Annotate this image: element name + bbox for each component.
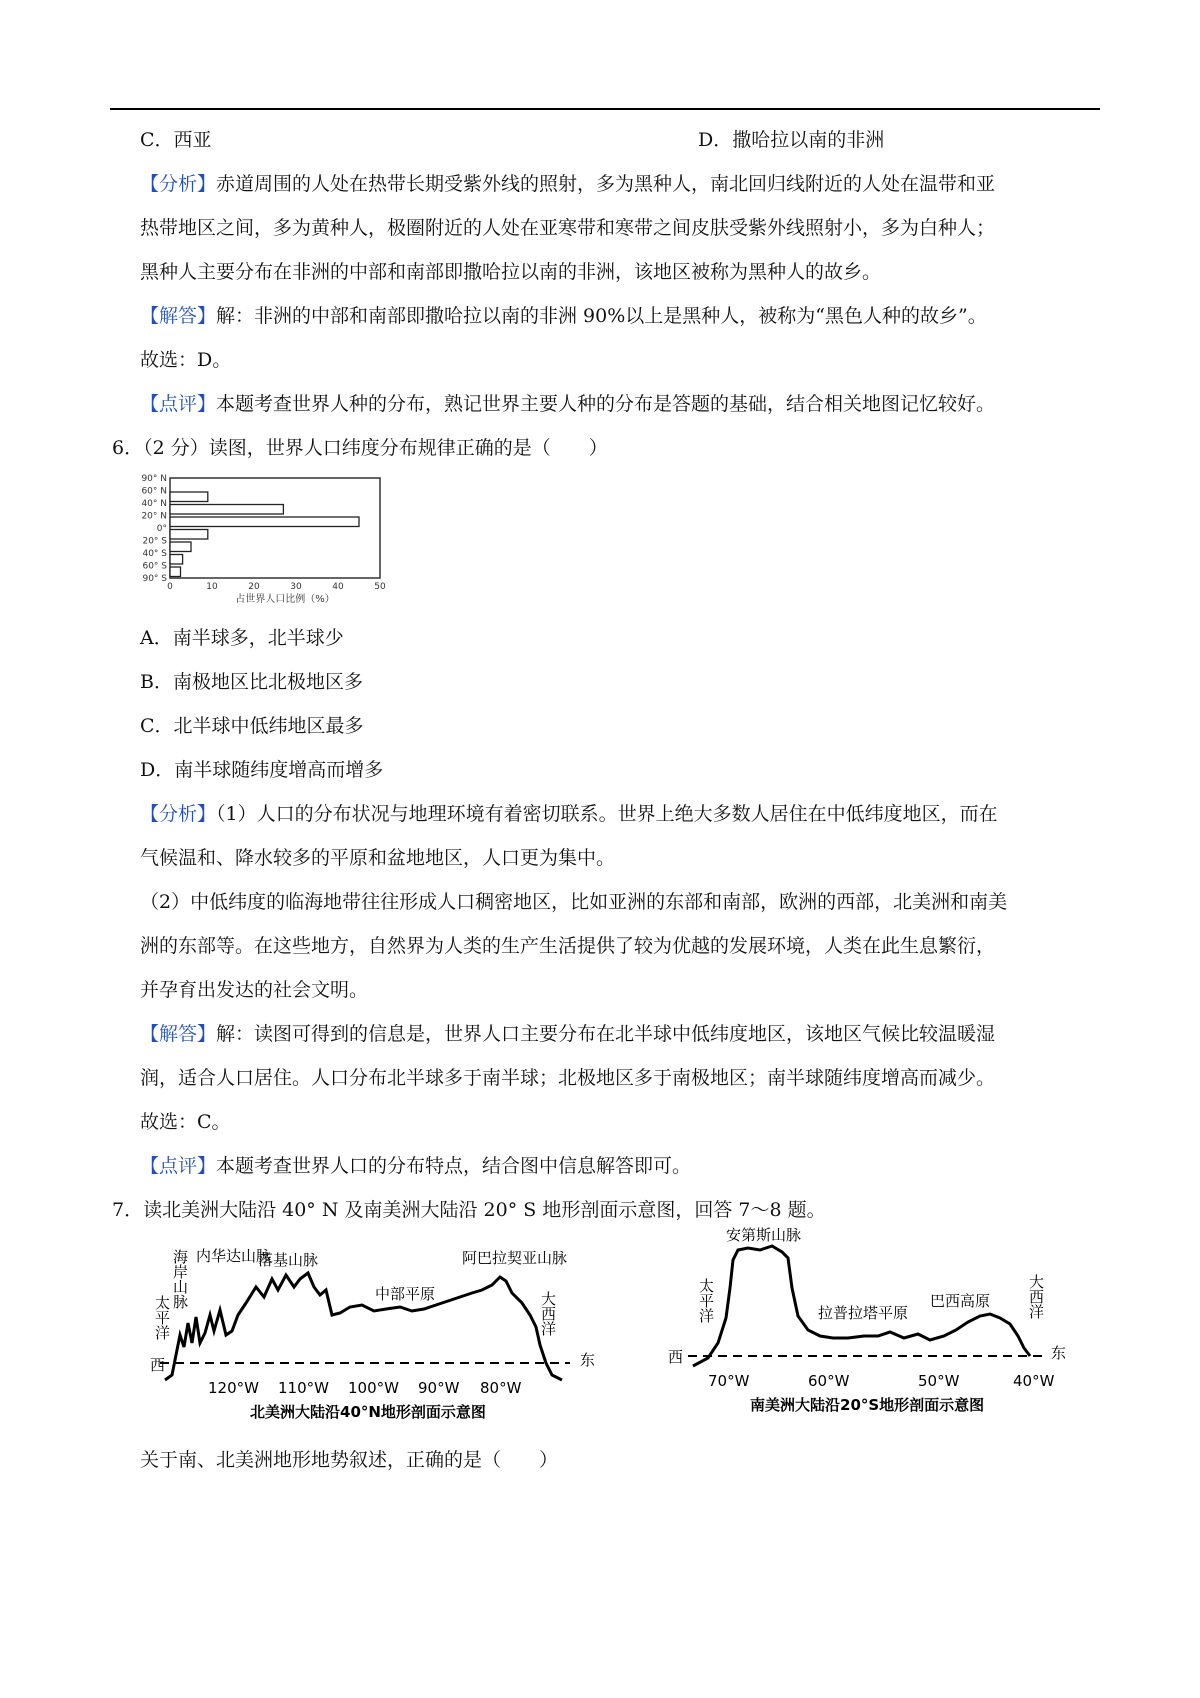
sa-lon-1: 70°W (708, 1372, 750, 1390)
chart-bar (170, 542, 191, 552)
option-c: C．西亚 (140, 129, 212, 151)
q6-analysis-line-2: 气候温和、降水较多的平原和盆地地区，人口更为集中。 (140, 847, 616, 869)
analysis-tag: 【分析】 (140, 803, 217, 825)
chart-y-tick-label: 40° S (142, 549, 167, 559)
q6-stem: 6．（2 分）读图，世界人口纬度分布规律正确的是（ ） (112, 437, 608, 459)
na-central-plain: 中部平原 (375, 1285, 436, 1303)
na-coast-range: 海岸山脉 (171, 1249, 189, 1309)
option-d: D．撒哈拉以南的非洲 (698, 129, 885, 151)
analysis-tag: 【分析】 (140, 173, 217, 195)
q6-answer-line-1: 【解答】解：读图可得到的信息是，世界人口主要分布在北半球中低纬度地区，该地区气候比较温暖湿 (140, 1023, 996, 1045)
na-lon-5: 80°W (480, 1379, 522, 1397)
chart-y-tick-label: 60° N (141, 486, 167, 497)
chart-bar (170, 505, 283, 515)
comment-tag: 【点评】 (140, 393, 217, 415)
q5-analysis-line-3: 黑种人主要分布在非洲的中部和南部即撒哈拉以南的非洲，该地区被称为黑种人的故乡。 (140, 261, 882, 283)
chart-y-tick-label: 0° (156, 524, 167, 534)
chart-y-tick-label: 20° S (142, 536, 167, 547)
chart-x-tick-label: 0 (167, 582, 173, 592)
q6-analysis-line-4: 洲的东部等。在这些地方，自然界为人类的生产生活提供了较为优越的发展环境，人类在此生息繁衍， (140, 935, 996, 957)
na-rocky: 落基山脉 (258, 1251, 319, 1269)
chart-bar (170, 530, 208, 540)
sa-east: 东 (1051, 1344, 1067, 1362)
q6-option-c: C．北半球中低纬地区最多 (140, 715, 364, 737)
chart-x-tick-label: 20 (248, 582, 260, 592)
sa-pacific: 太平洋 (697, 1278, 715, 1323)
chart-y-tick-label: 40° N (141, 499, 167, 509)
chart-bar (170, 517, 359, 527)
header-rule (110, 108, 1100, 110)
chart-y-tick-label: 90° S (142, 574, 167, 584)
chart-x-tick-label: 10 (206, 582, 218, 592)
answer-tag: 【解答】 (140, 1023, 217, 1045)
q6-option-a: A．南半球多，北半球少 (140, 627, 344, 649)
chart-bar (170, 492, 208, 502)
sa-lon-3: 50°W (918, 1372, 960, 1390)
north-america-profile (150, 1235, 635, 1425)
comment-tag: 【点评】 (140, 1155, 217, 1177)
q6-analysis-line-3: （2）中低纬度的临海地带往往形成人口稠密地区，比如亚洲的东部和南部，欧洲的西部，北美洲和南美 (140, 891, 1008, 913)
q5-choice: 故选：D。 (140, 349, 232, 371)
q6-option-d: D．南半球随纬度增高而增多 (140, 759, 384, 781)
na-pacific: 太平洋 (153, 1295, 171, 1340)
chart-x-tick-label: 40 (332, 582, 344, 592)
na-lon-1: 120°W (208, 1379, 259, 1397)
sa-lon-2: 60°W (808, 1372, 850, 1390)
q6-answer-line-2: 润，适合人口居住。人口分布北半球多于南半球；北极地区多于南极地区；南半球随纬度增高而减少。 (140, 1067, 996, 1089)
chart-x-tick-label: 50 (374, 582, 386, 592)
q6-comment: 【点评】本题考查世界人口的分布特点，结合图中信息解答即可。 (140, 1155, 692, 1177)
na-lon-2: 110°W (278, 1379, 329, 1397)
na-appalachian: 阿巴拉契亚山脉 (462, 1249, 568, 1267)
chart-x-tick-label: 30 (290, 582, 302, 592)
sa-lon-4: 40°W (1013, 1372, 1055, 1390)
na-lon-3: 100°W (348, 1379, 399, 1397)
chart-bar (170, 555, 183, 565)
chart-x-axis-label: 占世界人口比例（%） (235, 594, 335, 605)
na-west: 西 (150, 1356, 166, 1374)
population-latitude-chart (130, 470, 450, 620)
sa-andes: 安第斯山脉 (726, 1226, 802, 1244)
na-lon-4: 90°W (418, 1379, 460, 1397)
q6-choice: 故选：C。 (140, 1111, 231, 1133)
answer-tag: 【解答】 (140, 305, 217, 327)
option-row (140, 127, 885, 153)
na-caption: 北美洲大陆沿40°N地形剖面示意图 (250, 1403, 486, 1421)
q5-analysis-line-2: 热带地区之间，多为黄种人，极圈附近的人处在亚寒带和寒带之间皮肤受紫外线照射小，多为白种人； (140, 217, 996, 239)
sa-la-plata: 拉普拉塔平原 (818, 1304, 909, 1322)
chart-bar (170, 567, 181, 577)
q5-comment: 【点评】本题考查世界人种的分布，熟记世界主要人种的分布是答题的基础，结合相关地图记忆较好。 (140, 393, 996, 415)
sa-west: 西 (668, 1348, 684, 1366)
chart-y-tick-label: 60° S (142, 561, 167, 572)
chart-y-tick-label: 90° N (141, 474, 167, 484)
q7-question: 关于南、北美洲地形地势叙述，正确的是（ ） (140, 1449, 559, 1471)
q5-analysis-line-1: 【分析】赤道周围的人处在热带长期受紫外线的照射，多为黑种人，南北回归线附近的人处在温带和亚 (140, 173, 996, 195)
q6-option-b: B．南极地区比北极地区多 (140, 671, 363, 693)
q7-stem: 7．读北美洲大陆沿 40° N 及南美洲大陆沿 20° S 地形剖面示意图，回答 7～8 题。 (112, 1199, 826, 1221)
chart-y-tick-label: 20° N (141, 511, 167, 522)
q6-analysis-line-5: 并孕育出发达的社会文明。 (140, 979, 369, 1001)
na-atlantic: 大西洋 (539, 1291, 557, 1336)
q6-analysis-line-1: 【分析】（1）人口的分布状况与地理环境有着密切联系。世界上绝大多数人居住在中低纬度地区，而在 (140, 803, 998, 825)
south-america-profile (668, 1218, 1103, 1418)
sa-atlantic: 大西洋 (1027, 1274, 1045, 1319)
na-sierra-nevada: 内华达山脉 (196, 1247, 272, 1265)
q5-answer: 【解答】解：非洲的中部和南部即撒哈拉以南的非洲 90%以上是黑种人，被称为“黑色人种的故乡”。 (140, 305, 987, 327)
na-east: 东 (580, 1351, 596, 1369)
sa-brazil-plateau: 巴西高原 (930, 1292, 991, 1310)
sa-caption: 南美洲大陆沿20°S地形剖面示意图 (750, 1396, 985, 1414)
